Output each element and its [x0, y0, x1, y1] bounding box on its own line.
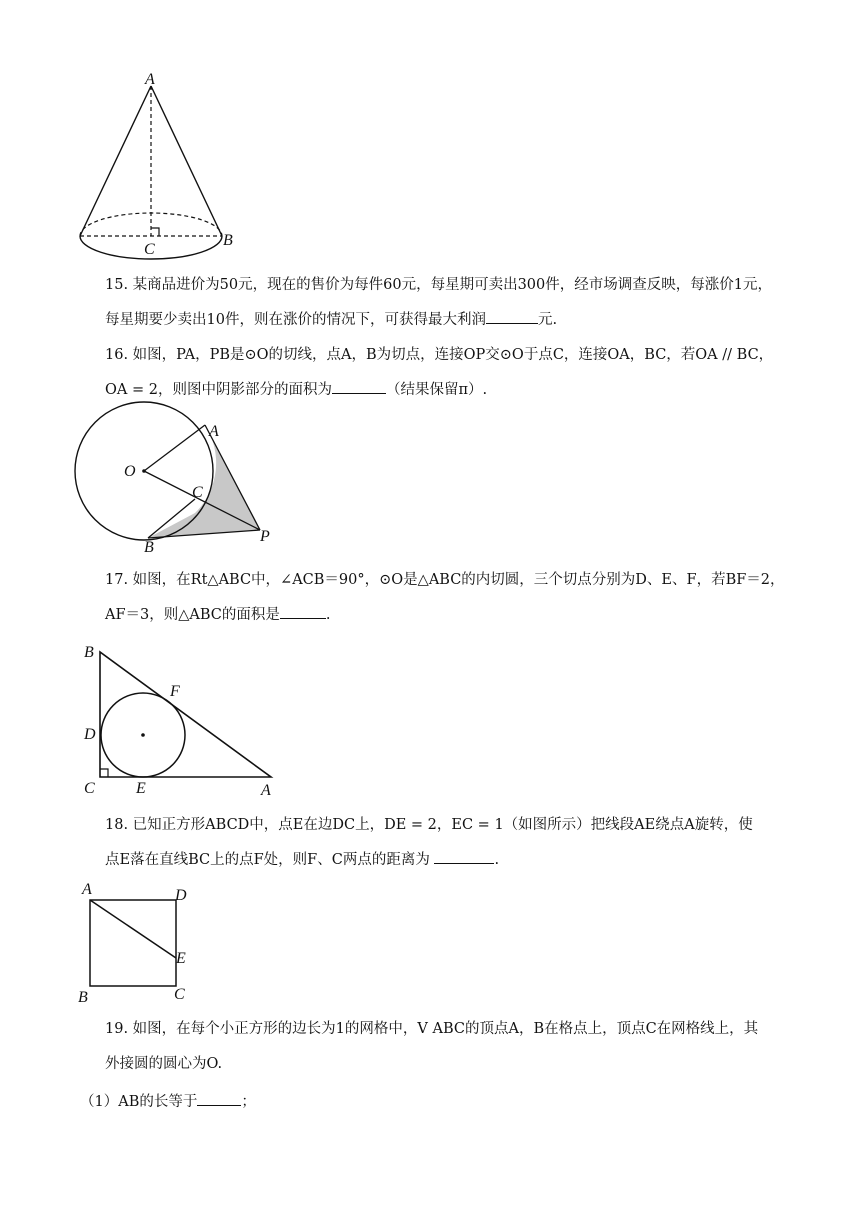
label-e: E — [136, 780, 146, 797]
q17-line-2: AF＝3，则△ABC的面积是 . — [105, 598, 785, 633]
label-c: C — [144, 241, 155, 258]
right-triangle-figure — [75, 640, 295, 800]
question-16 — [105, 338, 785, 408]
q18-line-1: 18. 已知正方形ABCD中，点E在边DC上，DE = 2，EC = 1（如图所示）把线段AE绕点A旋转，使 — [105, 817, 753, 833]
label-a: A — [82, 881, 92, 898]
label-a: A — [261, 782, 271, 799]
label-a: A — [145, 71, 155, 88]
square-abcd — [90, 900, 176, 986]
segment-ae — [90, 900, 176, 958]
q19-line-1: 19. 如图，在每个小正方形的边长为1的网格中，V ABC的顶点A，B在格点上，顶点C在网格线上，其 — [105, 1021, 759, 1037]
question-19 — [105, 1012, 785, 1082]
answer-blank-15[interactable] — [486, 305, 538, 324]
label-f: F — [170, 683, 180, 700]
q19-line-2: 外接圆的圆心为O. — [105, 1056, 223, 1072]
answer-blank-17[interactable] — [280, 600, 326, 619]
answer-blank-16[interactable] — [332, 375, 386, 394]
circle-tangent-figure — [70, 405, 290, 555]
label-d: D — [175, 887, 187, 904]
q19-part-1: （1）AB的长等于 ； — [80, 1087, 256, 1117]
cone-right-edge — [151, 86, 222, 236]
cone-base-back — [80, 213, 222, 236]
label-a: A — [209, 423, 219, 440]
q15-line-2: 每星期要少卖出10件，则在涨价的情况下，可获得最大利润 元. — [105, 303, 785, 338]
q15-line-1: 15. 某商品进价为50元，现在的售价为每件60元，每星期可卖出300件，经市场调查反映，每涨价1元， — [105, 277, 772, 293]
q16-line-2: OA = 2，则图中阴影部分的面积为 （结果保留π）. — [105, 373, 785, 408]
right-angle-mark — [151, 228, 159, 236]
label-b: B — [223, 232, 233, 249]
label-c: C — [84, 780, 95, 797]
q17-line-1: 17. 如图，在Rt△ABC中，∠ACB＝90°，⊙O是△ABC的内切圆，三个切点分别为D、E、F，若BF＝2， — [105, 572, 785, 588]
question-17 — [105, 563, 785, 633]
square-figure — [75, 878, 205, 1008]
label-p: P — [260, 528, 270, 545]
q18-line-2: 点E落在直线BC上的点F处，则F、C两点的距离为 . — [105, 843, 785, 878]
label-c: C — [192, 484, 203, 501]
question-15 — [105, 268, 785, 338]
q16-line-1: 16. 如图，PA，PB是⊙O的切线，点A，B为切点，连接OP交⊙O于点C，连接OA，BC，若OA // BC， — [105, 347, 774, 363]
label-e: E — [176, 950, 186, 967]
question-18 — [105, 808, 785, 878]
triangle-abc — [100, 652, 271, 777]
cone-left-edge — [80, 86, 151, 236]
answer-blank-19-1[interactable] — [197, 1087, 241, 1106]
answer-blank-18[interactable] — [434, 845, 494, 864]
cone-figure — [70, 70, 270, 260]
incircle-center — [141, 733, 145, 737]
right-angle-mark — [100, 769, 108, 777]
label-c: C — [174, 986, 185, 1003]
label-b: B — [84, 644, 94, 661]
center-o-point — [142, 469, 146, 473]
label-o: O — [124, 463, 136, 480]
segment-oa — [144, 425, 205, 471]
label-b: B — [78, 989, 88, 1006]
label-d: D — [84, 726, 96, 743]
label-b: B — [144, 539, 154, 556]
